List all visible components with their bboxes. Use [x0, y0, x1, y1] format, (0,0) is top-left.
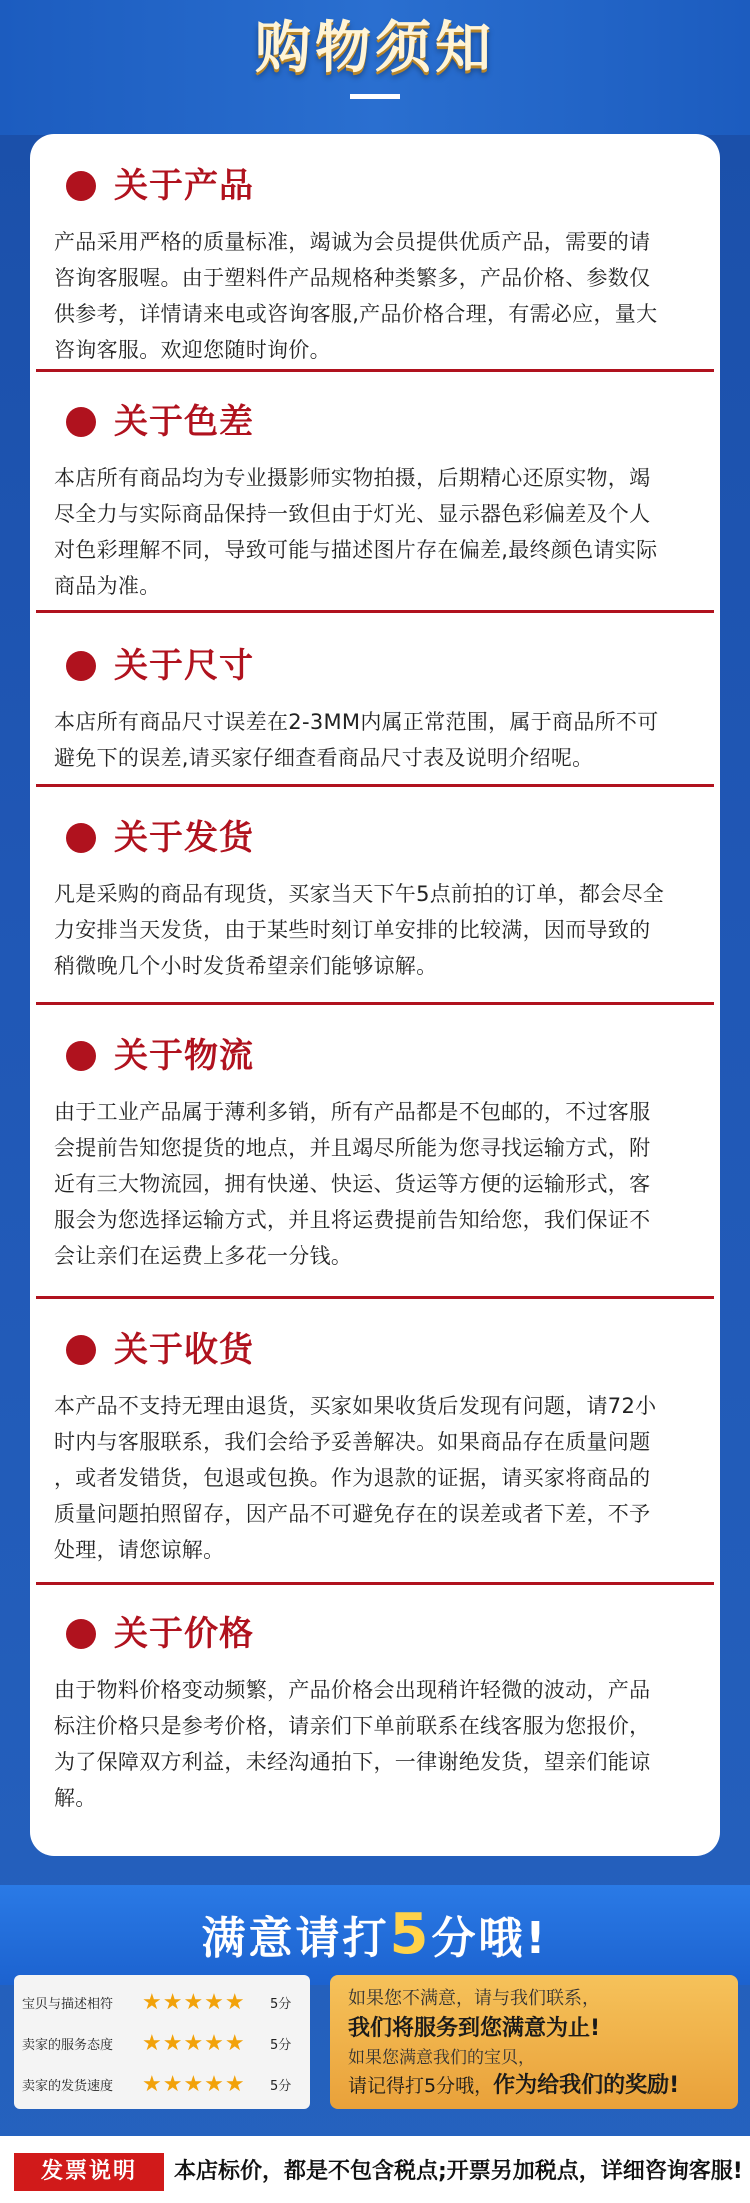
section-divider — [36, 1002, 714, 1005]
section-line: 会提前告知您提货的地点，并且竭尽所能为您寻找运输方式，附 — [54, 1136, 651, 1160]
section-body — [54, 224, 694, 368]
section-line: 近有三大物流园，拥有快递、快运、货运等方便的运输形式，客 — [54, 1172, 651, 1196]
section-line: 服会为您选择运输方式，并且将运费提前告知给您，我们保证不 — [54, 1208, 651, 1232]
bullet-dot-icon — [66, 1619, 96, 1649]
section-body — [54, 1672, 694, 1816]
score-value: 5分 — [270, 1996, 292, 2012]
section-line: 解。 — [54, 1786, 97, 1810]
section-line: 本店所有商品尺寸误差在2-3MM内属正常范围，属于商品所不可 — [54, 710, 659, 734]
title-underline — [350, 94, 400, 99]
section-title: 关于物流 — [114, 1036, 254, 1076]
section-line: 商品为准。 — [54, 574, 161, 598]
section-body — [54, 704, 694, 776]
score-label: 卖家的发货速度 — [22, 2078, 114, 2094]
bullet-dot-icon — [66, 823, 96, 853]
section-divider — [36, 1582, 714, 1585]
section-line: 供参考，详情请来电或咨询客服,产品价格合理，有需必应，量大 — [54, 302, 658, 326]
score-row — [22, 2069, 304, 2099]
section-body — [54, 460, 694, 604]
section-line: 力安排当天发货，由于某些时刻订单安排的比较满，因而导致的 — [54, 918, 651, 942]
message-line: 我们将服务到您满意为止! — [348, 2016, 601, 2041]
bullet-dot-icon — [66, 651, 96, 681]
section-divider — [36, 369, 714, 372]
section-header — [66, 164, 254, 208]
section-title: 关于色差 — [114, 402, 254, 442]
rating-banner-number: 5 — [389, 1902, 432, 1967]
section-title: 关于价格 — [114, 1614, 254, 1654]
section-line: 时内与客服联系，我们会给予妥善解决。如果商品存在质量问题 — [54, 1430, 651, 1454]
section-line: 凡是采购的商品有现货，买家当天下午5点前拍的订单，都会尽全 — [54, 882, 665, 906]
message-text: 请记得打5分哦， — [348, 2075, 494, 2097]
message-line: 如果您满意我们的宝贝， — [348, 2048, 535, 2068]
section-line: 咨询客服喔。由于塑料件产品规格种类繁多，产品价格、参数仅 — [54, 266, 651, 290]
section-line: ，或者发错货，包退或包换。作为退款的证据，请买家将商品的 — [54, 1466, 651, 1490]
score-value: 5分 — [270, 2037, 292, 2053]
invoice-tag: 发票说明 — [14, 2153, 164, 2191]
score-label: 宝贝与描述相符 — [22, 1996, 114, 2012]
section-divider — [36, 1296, 714, 1299]
section-line: 对色彩理解不同，导致可能与描述图片存在偏差,最终颜色请实际 — [54, 538, 658, 562]
section-header — [66, 644, 254, 688]
section-header — [66, 1328, 254, 1372]
section-line: 会让亲们在运费上多花一分钱。 — [54, 1244, 353, 1268]
bullet-dot-icon — [66, 407, 96, 437]
star-rating-icon: ★★★★★ — [142, 2071, 246, 2097]
section-header — [66, 400, 254, 444]
section-line: 质量问题拍照留存，因产品不可避免存在的误差或者下差，不予 — [54, 1502, 651, 1526]
page-title: 购物须知 — [255, 16, 495, 81]
section-line: 处理，请您谅解。 — [54, 1538, 225, 1562]
score-row — [22, 1987, 304, 2017]
section-body — [54, 1094, 694, 1274]
notice-card — [30, 134, 720, 1856]
message-emphasis: 作为给我们的奖励! — [493, 2073, 680, 2098]
bullet-dot-icon — [66, 1335, 96, 1365]
section-header — [66, 816, 254, 860]
satisfaction-message — [330, 1975, 738, 2109]
header-banner — [0, 0, 750, 135]
section-title: 关于尺寸 — [114, 646, 254, 686]
star-rating-icon: ★★★★★ — [142, 2030, 246, 2056]
message-line — [348, 2071, 720, 2101]
rating-banner-prefix: 满意请打 — [201, 1913, 390, 1964]
section-line: 尽全力与实际商品保持一致但由于灯光、显示器色彩偏差及个人 — [54, 502, 651, 526]
section-title: 关于收货 — [114, 1330, 254, 1370]
section-divider — [36, 610, 714, 613]
section-line: 本产品不支持无理由退货，买家如果收货后发现有问题，请72小 — [54, 1394, 657, 1418]
invoice-notice — [0, 2136, 750, 2203]
section-line: 本店所有商品均为专业摄影师实物拍摄，后期精心还原实物，竭 — [54, 466, 651, 490]
message-line: 如果您不满意，请与我们联系， — [348, 1988, 600, 2009]
bullet-dot-icon — [66, 1041, 96, 1071]
section-title: 关于发货 — [114, 818, 254, 858]
score-value: 5分 — [270, 2078, 292, 2094]
section-line: 咨询客服。欢迎您随时询价。 — [54, 338, 331, 362]
invoice-text: 本店标价，都是不包含税点;开票另加税点，详细咨询客服! — [174, 2159, 743, 2184]
section-line: 产品采用严格的质量标准，竭诚为会员提供优质产品，需要的请 — [54, 230, 651, 254]
score-label: 卖家的服务态度 — [22, 2037, 114, 2053]
section-body — [54, 876, 694, 984]
section-line: 为了保障双方利益，未经沟通拍下，一律谢绝发货，望亲们能谅 — [54, 1750, 651, 1774]
bullet-dot-icon — [66, 171, 96, 201]
star-rating-icon: ★★★★★ — [142, 1989, 246, 2015]
section-header — [66, 1034, 254, 1078]
rating-banner-suffix: 分哦! — [431, 1913, 549, 1964]
section-line: 由于工业产品属于薄利多销，所有产品都是不包邮的，不过客服 — [54, 1100, 651, 1124]
section-line: 由于物料价格变动频繁，产品价格会出现稍许轻微的波动，产品 — [54, 1678, 651, 1702]
section-line: 标注价格只是参考价格，请亲们下单前联系在线客服为您报价， — [54, 1714, 651, 1738]
score-row — [22, 2028, 304, 2058]
rating-banner — [0, 1885, 750, 1985]
section-title: 关于产品 — [114, 166, 254, 206]
section-body — [54, 1388, 694, 1568]
section-divider — [36, 784, 714, 787]
section-line: 稍微晚几个小时发货希望亲们能够谅解。 — [54, 954, 438, 978]
section-header — [66, 1612, 254, 1656]
score-panel — [14, 1975, 310, 2109]
section-line: 避免下的误差,请买家仔细查看商品尺寸表及说明介绍呢。 — [54, 746, 594, 770]
